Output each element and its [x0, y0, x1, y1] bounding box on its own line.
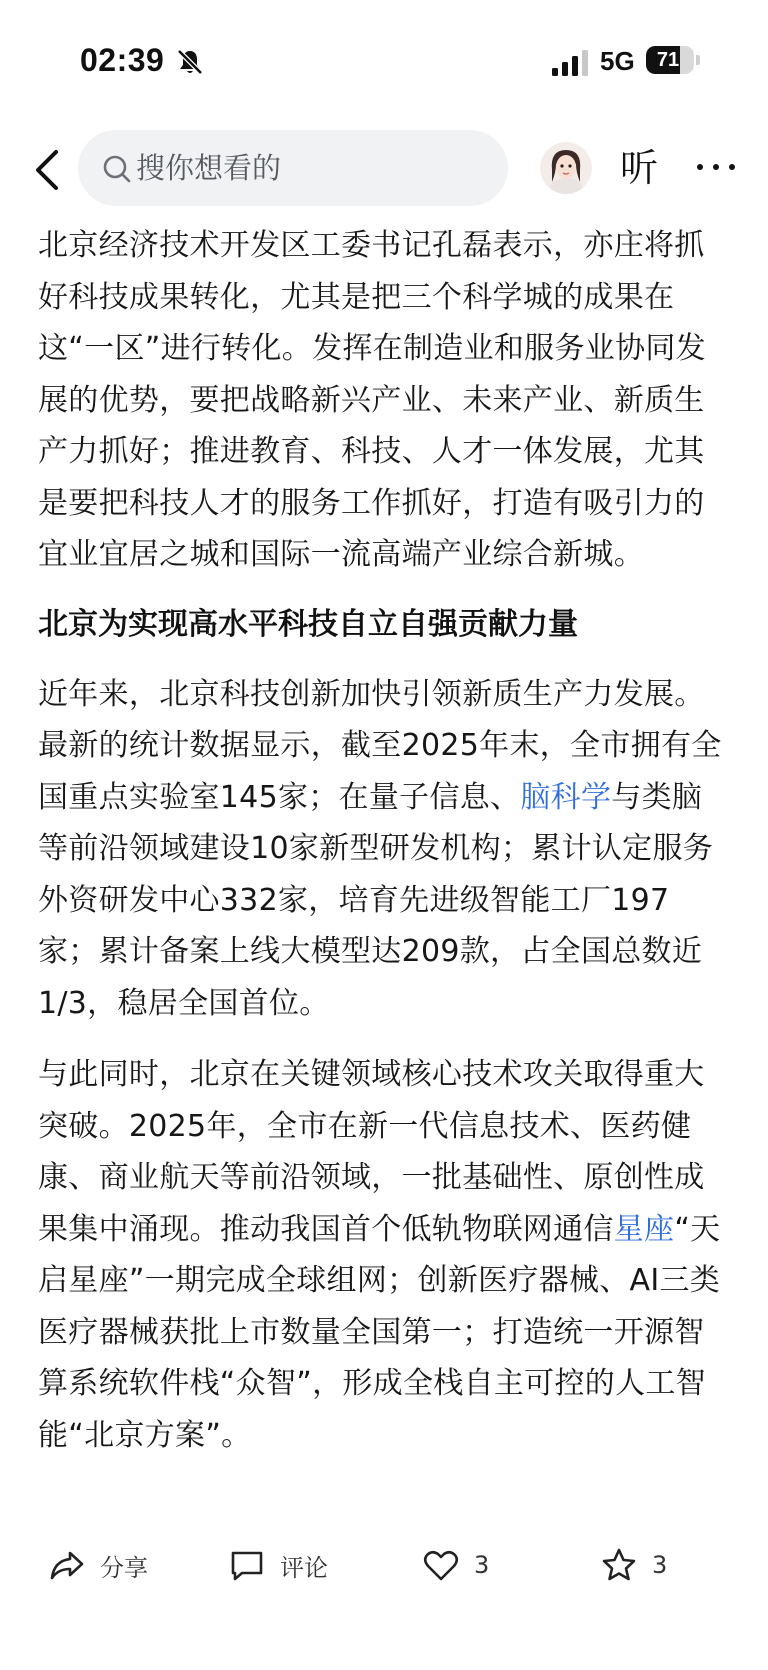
search-input[interactable] — [78, 130, 508, 206]
comment-button[interactable] — [228, 1540, 328, 1590]
link-brain-science[interactable]: 脑科学 — [520, 779, 612, 815]
link-constellation[interactable]: 星座 — [613, 1211, 675, 1247]
paragraph-2-text-a: 近年来，北京科技创新加快引领新质生产力发展。最新的统计数据显示，截至2025年末，全市拥有全国重点实验室145家；在量子信息、 — [38, 676, 722, 815]
like-count: 3 — [474, 1551, 490, 1579]
paragraph-3-text-a: 与此同时，北京在关键领域核心技术攻关取得重大突破。2025年，全市在新一代信息技术、医药健康、商业航天等前沿领域，一批基础性、原创性成果集中涌现。推动我国首个低轨物联网通信 — [38, 1057, 705, 1247]
article-subheading: 北京为实现高水平科技自立自强贡献力量 — [38, 606, 578, 642]
article-paragraph-2 — [38, 669, 728, 1030]
avatar[interactable] — [540, 142, 592, 194]
share-button[interactable] — [48, 1540, 148, 1590]
article-body — [38, 220, 728, 1481]
favorite-count: 3 — [652, 1551, 668, 1579]
comment-label: 评论 — [280, 1553, 328, 1582]
share-label: 分享 — [100, 1553, 148, 1582]
article-paragraph-1: 北京经济技术开发区工委书记孔磊表示，亦庄将抓好科技成果转化，尤其是把三个科学城的成果在这“一区”进行转化。发挥在制造业和服务业协同发展的优势，要把战略新兴产业、未来产业、新质生产力抓好；推进教育、科技、人才一体发展，尤其是要把科技人才的服务工作抓好，打造有吸引力的宜业宜居之城和国际一流高端产业综合新城。 — [38, 228, 706, 572]
paragraph-2-text-b: 与类脑等前沿领域建设10家新型研发机构；累计认定服务外资研发中心332家，培育先进级智能工厂197家；累计备案上线大模型达209款，占全国总数近1/3，稳居全国首位。 — [38, 779, 714, 1021]
favorite-button[interactable] — [600, 1540, 667, 1590]
network-type: 5G — [600, 46, 635, 76]
paragraph-3-text-b: “天启星座”一期完成全球组网；创新医疗器械、AI三类医疗器械获批上市数量全国第一；打造统一开源智算系统软件栈“众智”，形成全栈自主可控的人工智能“北京方案”。 — [38, 1211, 721, 1453]
share-icon — [48, 1546, 86, 1584]
top-nav-bar — [0, 128, 768, 212]
star-icon — [600, 1546, 638, 1584]
battery-icon — [646, 46, 694, 74]
status-bar — [0, 0, 768, 120]
listen-button[interactable]: 听 — [620, 146, 659, 190]
like-button[interactable] — [422, 1540, 489, 1590]
comment-icon — [228, 1546, 266, 1584]
status-time: 02:39 — [80, 42, 165, 78]
more-icon[interactable] — [692, 152, 740, 182]
battery-percent: 71 — [656, 49, 680, 71]
bell-muted-icon — [176, 48, 204, 76]
chevron-left-icon — [28, 146, 68, 194]
heart-icon — [422, 1546, 460, 1584]
search-icon — [102, 154, 132, 184]
search-placeholder: 搜你想看的 — [136, 151, 282, 185]
back-button[interactable] — [28, 146, 68, 194]
article-paragraph-3 — [38, 1049, 728, 1461]
battery-cap — [696, 55, 700, 65]
cellular-signal-icon — [552, 50, 590, 76]
bottom-action-bar — [0, 1530, 768, 1610]
